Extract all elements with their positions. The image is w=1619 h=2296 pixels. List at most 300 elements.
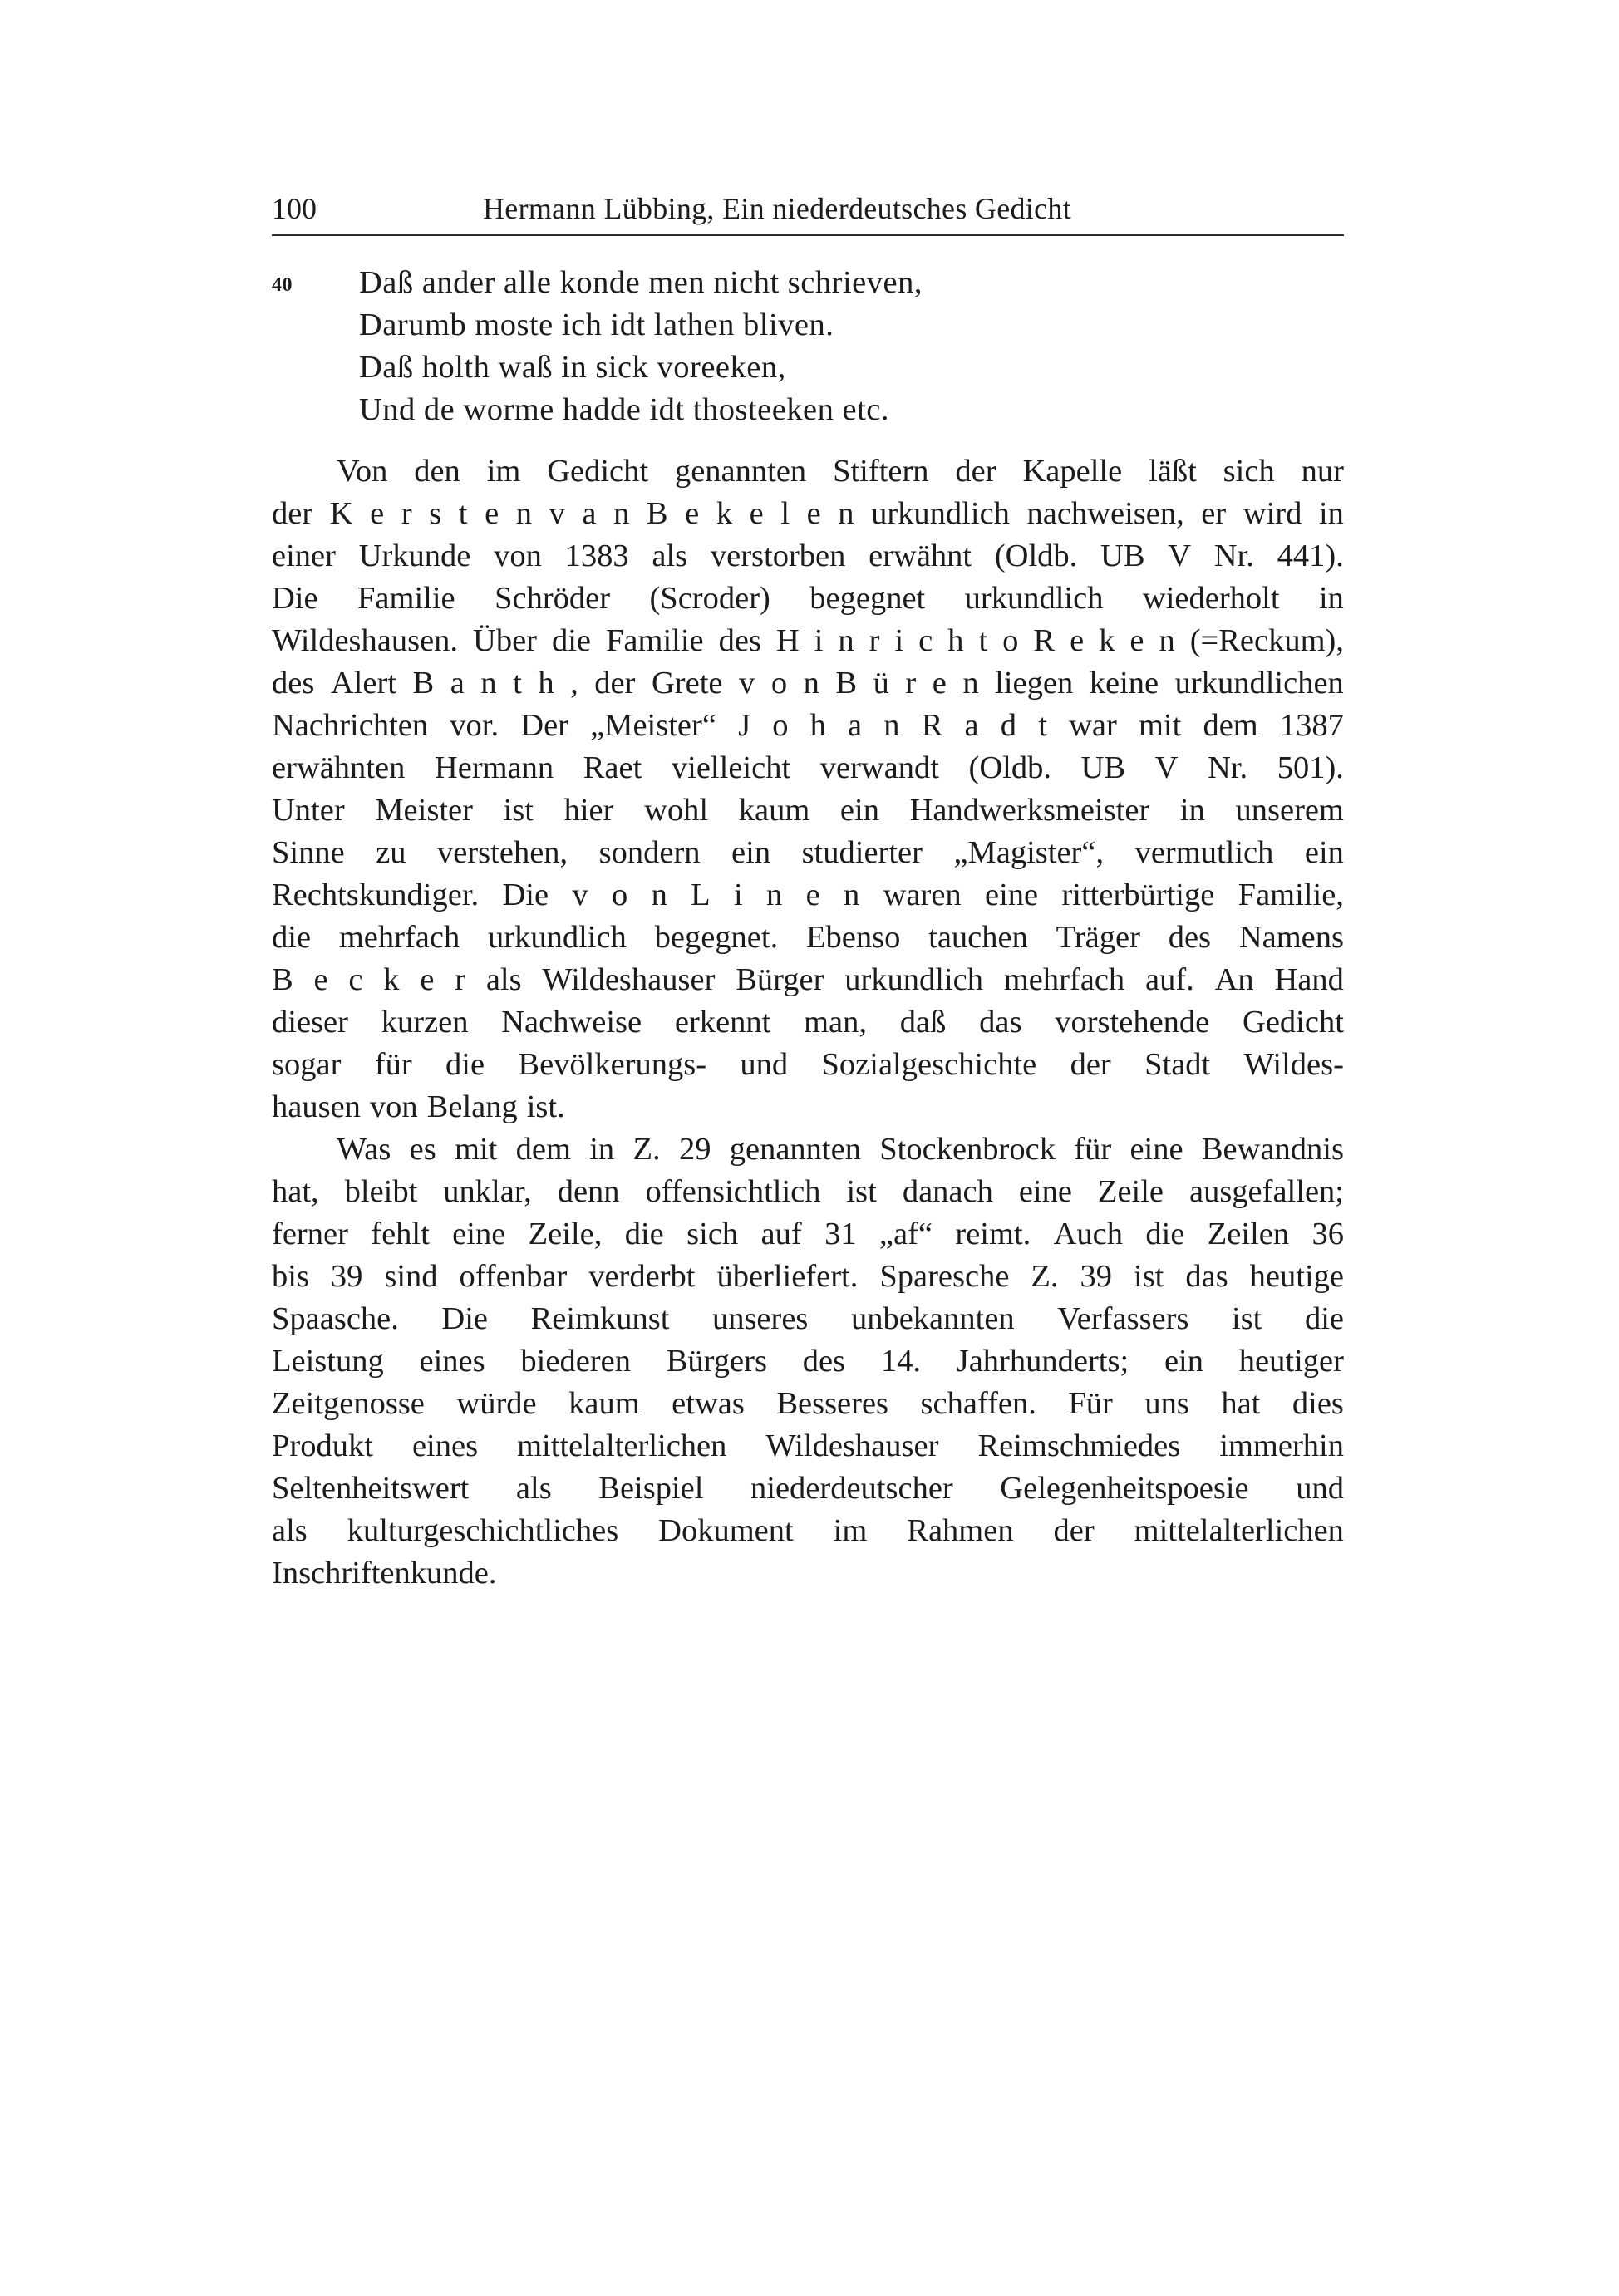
word: hier (563, 793, 614, 828)
word: und (1296, 1471, 1344, 1506)
word: die (551, 623, 592, 658)
word: UB (1100, 538, 1145, 573)
text-line (272, 1383, 1344, 1425)
word: erwähnt (869, 538, 972, 573)
word: k (1099, 623, 1115, 658)
word: Auch (1053, 1217, 1124, 1251)
word: die (445, 1047, 485, 1082)
word: Grete (652, 666, 723, 701)
word: urkundlich (964, 581, 1104, 616)
text-line (272, 1340, 1344, 1383)
text-line (272, 1552, 1344, 1595)
word: UB (1080, 750, 1126, 785)
word: „Meister“ (590, 708, 716, 743)
word: B (412, 666, 435, 701)
word: (Oldb. (968, 750, 1051, 785)
word: vorstehende (1055, 1005, 1210, 1040)
word: Namens (1238, 920, 1344, 955)
word: vielleicht (671, 750, 791, 785)
word: dem (1203, 708, 1258, 743)
word: dies (1292, 1386, 1344, 1421)
word: ein (731, 835, 771, 870)
word: Wildeshauser (542, 962, 716, 997)
word: 31 (824, 1217, 857, 1251)
word: ein (1304, 835, 1344, 870)
word: h (810, 708, 826, 743)
word: V (1168, 538, 1192, 573)
word: Besseres (776, 1386, 889, 1421)
text-line (272, 1510, 1344, 1552)
word: als (652, 538, 688, 573)
word: der (272, 496, 313, 531)
word: e (370, 496, 385, 531)
word: Raet (583, 750, 642, 785)
word: Rechtskundiger. (272, 878, 480, 912)
word: An (1214, 962, 1254, 997)
word: genannten (729, 1132, 861, 1167)
word: erwähnten (272, 750, 406, 785)
word: Seltenheitswert (272, 1471, 470, 1506)
word: r (905, 666, 917, 701)
word: t (513, 666, 522, 701)
text-line (272, 620, 1344, 662)
word: unklar, (443, 1174, 532, 1209)
word: nachweisen, (1026, 496, 1184, 531)
word: keine (1089, 666, 1159, 701)
word: läßt (1149, 454, 1197, 489)
word: Schröder (495, 581, 611, 616)
word: in (1318, 581, 1344, 616)
word: sich (1223, 454, 1275, 489)
word: e (932, 666, 947, 701)
word: sich (686, 1217, 739, 1251)
word: e (420, 962, 435, 997)
word: die (624, 1217, 664, 1251)
word: wiederholt (1142, 581, 1280, 616)
word: für (1074, 1132, 1112, 1167)
word: n (838, 623, 854, 658)
word: kurzen (381, 1005, 469, 1040)
word: ausgefallen; (1188, 1174, 1344, 1209)
word: waren (883, 878, 962, 912)
word: der (1053, 1513, 1095, 1548)
word: o (611, 878, 628, 912)
word: ist (1232, 1301, 1262, 1336)
word: begegnet (810, 581, 926, 616)
word: Z. (632, 1132, 661, 1167)
word: ein (839, 793, 879, 828)
word: Z. (1031, 1259, 1059, 1294)
word: Nr. (1208, 750, 1248, 785)
word: sind (384, 1259, 438, 1294)
word: n (1159, 623, 1175, 658)
word: Hermann (434, 750, 554, 785)
word: Die (272, 581, 318, 616)
word: t (978, 623, 988, 658)
word: wird (1243, 496, 1302, 531)
text-line (272, 1171, 1344, 1213)
word: Bevölkerungs- (518, 1047, 707, 1082)
word: wohl (644, 793, 709, 828)
word: Meister (375, 793, 473, 828)
word: a (582, 496, 597, 531)
word: das (979, 1005, 1022, 1040)
word: i (894, 623, 904, 658)
word: c (348, 962, 363, 997)
word: zu (376, 835, 406, 870)
word: Handwerksmeister (909, 793, 1150, 828)
word: Zeitgenosse (272, 1386, 425, 1421)
word: auf. (1144, 962, 1194, 997)
word: 29 (678, 1132, 711, 1167)
word: von (494, 538, 542, 573)
word: n (613, 496, 630, 531)
word: Zeilen (1207, 1217, 1290, 1251)
word: Gelegenheitspoesie (1000, 1471, 1249, 1506)
word: 36 (1311, 1217, 1344, 1251)
word: i (814, 623, 824, 658)
text-line (272, 917, 1344, 959)
word: des (1168, 920, 1212, 955)
word: bis (272, 1259, 309, 1294)
text-line (272, 1298, 1344, 1340)
word: dem (515, 1132, 571, 1167)
word: Reimschmiedes (977, 1428, 1181, 1463)
verse-line-text: Daß ander alle konde men nicht schrieven, (359, 265, 923, 300)
word: ritterbürtige (1061, 878, 1215, 912)
word: K (329, 496, 353, 531)
word: hat, (272, 1174, 319, 1209)
word: Stockenbrock (879, 1132, 1056, 1167)
word: Sinne (272, 835, 345, 870)
word: eine (1018, 1174, 1072, 1209)
word: als (272, 1513, 308, 1548)
word: Inschriftenkunde. (272, 1556, 497, 1590)
word: (=Reckum), (1189, 623, 1344, 658)
word: t (458, 496, 468, 531)
word: i (734, 878, 743, 912)
word: uns (1144, 1386, 1189, 1421)
word: heutige (1249, 1259, 1344, 1294)
word: J (738, 708, 751, 743)
word: bleibt (344, 1174, 418, 1209)
word: B (835, 666, 858, 701)
word: urkundlichen (1174, 666, 1344, 701)
word: verderbt (588, 1259, 696, 1294)
word: 39 (1080, 1259, 1113, 1294)
word: als (485, 962, 522, 997)
word: Über (473, 623, 537, 658)
verse-line (272, 389, 1344, 431)
word: ist (1134, 1259, 1164, 1294)
word: im (833, 1513, 868, 1548)
word: als (515, 1471, 552, 1506)
word: e (806, 496, 821, 531)
word: Spaasche. (272, 1301, 399, 1336)
word: Alert (330, 666, 396, 701)
word: e (485, 496, 499, 531)
word: offensichtlich (645, 1174, 821, 1209)
word: Verfassers (1057, 1301, 1189, 1336)
word: r (869, 623, 880, 658)
word: mittelalterlichen (517, 1428, 727, 1463)
word: Familie, (1238, 878, 1344, 912)
word: v (572, 878, 588, 912)
word: verstorben (710, 538, 846, 573)
word: ü (873, 666, 889, 701)
word: schaffen. (920, 1386, 1036, 1421)
word: Produkt (272, 1428, 373, 1463)
word: studierter (801, 835, 923, 870)
verse-line (272, 262, 1344, 304)
word: v (739, 666, 755, 701)
word: Hand (1274, 962, 1344, 997)
word: Leistung (272, 1344, 384, 1379)
word: nur (1301, 454, 1344, 489)
word: r (401, 496, 412, 531)
word: überliefert. (716, 1259, 859, 1294)
word: eine (452, 1217, 506, 1251)
word: Belang (426, 1089, 518, 1124)
word: Familie (357, 581, 455, 616)
word: Die (441, 1301, 489, 1336)
word: V (1154, 750, 1179, 785)
word: Familie (606, 623, 704, 658)
word: Unter (272, 793, 345, 828)
word: n (962, 666, 979, 701)
word: von (369, 1089, 418, 1124)
word: eines (419, 1344, 485, 1379)
word: eine (1129, 1132, 1183, 1167)
text-line (272, 1128, 1344, 1171)
word: c (918, 623, 933, 658)
word: in (1318, 496, 1344, 531)
word: n (803, 666, 819, 701)
word: mittelalterlichen (1134, 1513, 1344, 1548)
word: Sozialgeschichte (821, 1047, 1037, 1082)
word: einer (272, 538, 336, 573)
word: Zeile, (528, 1217, 603, 1251)
word: 501). (1277, 750, 1344, 785)
word: sondern (598, 835, 701, 870)
word: „Magister“, (953, 835, 1105, 870)
word: Sparesche (879, 1259, 1010, 1294)
verse-block (272, 262, 1344, 431)
word: 441). (1277, 538, 1344, 573)
word: urkundlich (844, 962, 984, 997)
text-line (272, 874, 1344, 917)
word: des (272, 666, 315, 701)
word: war (1069, 708, 1117, 743)
word: 1383 (564, 538, 629, 573)
word: urkundlich (488, 920, 627, 955)
word: n (844, 878, 860, 912)
word: danach (902, 1174, 993, 1209)
word: Nachrichten (272, 708, 429, 743)
text-line (272, 662, 1344, 705)
word: Von (337, 454, 388, 489)
word: Rahmen (907, 1513, 1014, 1548)
text-line (272, 1044, 1344, 1086)
word: das (1185, 1259, 1228, 1294)
word: H (775, 623, 800, 658)
word: Für (1068, 1386, 1113, 1421)
word: e (685, 496, 700, 531)
word: die (272, 920, 312, 955)
word: tauchen (928, 920, 1028, 955)
word: es (409, 1132, 436, 1167)
word: Kapelle (1022, 454, 1123, 489)
word: , (570, 666, 578, 701)
body-text (272, 450, 1344, 1595)
word: n (515, 496, 532, 531)
text-line (272, 1086, 1344, 1128)
word: Nr. (1213, 538, 1254, 573)
word: e (1070, 623, 1085, 658)
word: e (313, 962, 328, 997)
word: der (1070, 1047, 1111, 1082)
verse-line-text: Daß holth waß in sick voreeken, (359, 350, 786, 385)
word: unbekannten (850, 1301, 1015, 1336)
word: mehrfach (338, 920, 460, 955)
word: für (374, 1047, 412, 1082)
word: o (1002, 623, 1019, 658)
word: den (414, 454, 460, 489)
word: Gedicht (1243, 1005, 1344, 1040)
text-line (272, 1001, 1344, 1044)
verse-line-number: 40 (272, 274, 293, 296)
word: in (589, 1132, 615, 1167)
word: e (805, 878, 820, 912)
word: heutiger (1238, 1344, 1344, 1379)
word: v (549, 496, 565, 531)
word: vor. (450, 708, 499, 743)
verse-line (272, 304, 1344, 347)
word: kaum (738, 793, 810, 828)
word: dieser (272, 1005, 348, 1040)
word: verwandt (819, 750, 939, 785)
word: sogar (272, 1047, 342, 1082)
word: h (947, 623, 964, 658)
word: e (1129, 623, 1144, 658)
word: Der (520, 708, 568, 743)
word: denn (557, 1174, 620, 1209)
text-line (272, 493, 1344, 535)
word: würde (456, 1386, 537, 1421)
word: (Oldb. (994, 538, 1078, 573)
word: ist (846, 1174, 877, 1209)
word: ferner (272, 1217, 348, 1251)
word: 39 (330, 1259, 363, 1294)
word: mit (1138, 708, 1182, 743)
word: L (691, 878, 711, 912)
word: immerhin (1219, 1428, 1344, 1463)
word: fehlt (371, 1217, 430, 1251)
word: hausen (272, 1089, 361, 1124)
word: Gedicht (547, 454, 649, 489)
word: Dokument (658, 1513, 794, 1548)
word: offenbar (459, 1259, 568, 1294)
word: etwas (672, 1386, 745, 1421)
word: Wildeshausen. (272, 623, 459, 658)
word: a (848, 708, 863, 743)
word: er (1201, 496, 1227, 531)
word: des (802, 1344, 846, 1379)
word: Ebenso (806, 920, 901, 955)
word: reimt. (955, 1217, 1031, 1251)
paragraph-1 (272, 450, 1344, 1128)
word: und (740, 1047, 789, 1082)
word: a (450, 666, 465, 701)
word: Nachweise (501, 1005, 642, 1040)
verse-line-text: Und de worme hadde idt thosteeken etc. (359, 392, 890, 427)
word: B (272, 962, 293, 997)
word: urkundlich (871, 496, 1010, 531)
running-head-title: Hermann Lübbing, Ein niederdeutsches Gedicht (483, 192, 1071, 225)
word: der (594, 666, 636, 701)
word: Wildeshauser (765, 1428, 939, 1463)
text-line (272, 1425, 1344, 1468)
text-line (272, 1213, 1344, 1256)
text-line (272, 1256, 1344, 1298)
text-line (272, 789, 1344, 832)
word: eine (985, 878, 1039, 912)
word: t (1038, 708, 1047, 743)
word: n (651, 878, 667, 912)
word: Stadt (1144, 1047, 1211, 1082)
word: kulturgeschichtliches (347, 1513, 619, 1548)
word: R (1033, 623, 1056, 658)
word: ist (503, 793, 534, 828)
running-head (272, 184, 1344, 236)
word: o (770, 666, 788, 701)
word: der (955, 454, 996, 489)
word: auf (760, 1217, 802, 1251)
text-line (272, 1468, 1344, 1510)
verse-line-text: Darumb moste ich idt lathen bliven. (359, 307, 834, 342)
word: biederen (520, 1344, 631, 1379)
word: n (838, 496, 854, 531)
word: kaum (568, 1386, 640, 1421)
text-line (272, 535, 1344, 578)
word: n (766, 878, 783, 912)
word: unseres (711, 1301, 809, 1336)
word: Jahrhunderts; (956, 1344, 1129, 1379)
text-line (272, 705, 1344, 747)
word: unserem (1235, 793, 1344, 828)
word: Reimkunst (530, 1301, 670, 1336)
word: des (718, 623, 761, 658)
word: im (486, 454, 521, 489)
word: k (383, 962, 400, 997)
word: Träger (1056, 920, 1140, 955)
word: Bewandnis (1201, 1132, 1344, 1167)
word: genannten (674, 454, 807, 489)
word: h (538, 666, 554, 701)
word: s (429, 496, 442, 531)
word: eines (411, 1428, 479, 1463)
word: ein (1164, 1344, 1203, 1379)
word: o (772, 708, 789, 743)
word: Was (337, 1132, 391, 1167)
paragraph-2 (272, 1128, 1344, 1595)
text-line (272, 959, 1344, 1001)
text-line (272, 832, 1344, 874)
word: e (749, 496, 764, 531)
word: Wildes- (1243, 1047, 1344, 1082)
word: a (964, 708, 979, 743)
word: verstehen, (437, 835, 568, 870)
